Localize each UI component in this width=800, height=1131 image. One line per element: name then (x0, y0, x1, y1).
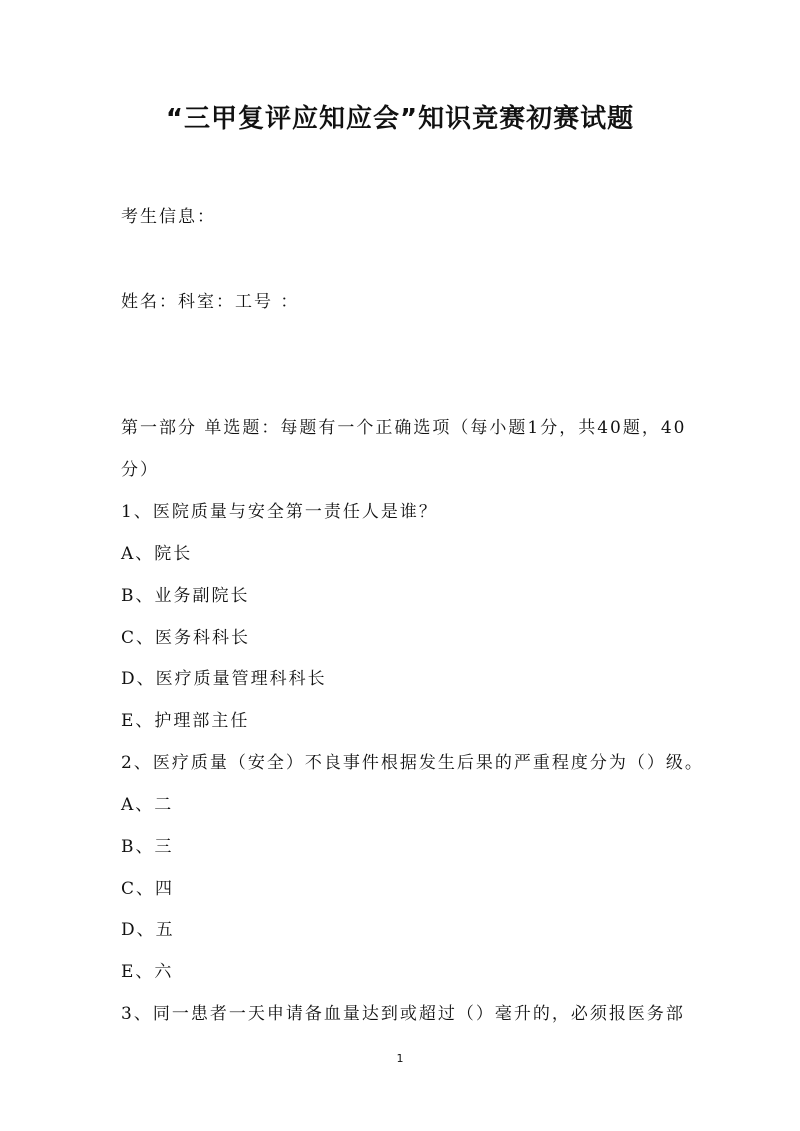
question-1-option-b: B、业务副院长 (121, 586, 250, 606)
question-3-stem: 3、同一患者一天申请备血量达到或超过（）毫升的，必须报医务部 (121, 1004, 685, 1024)
question-1-option-c: C、医务科科长 (121, 628, 251, 648)
page-number: 1 (396, 1052, 404, 1065)
question-1-option-d: D、医疗质量管理科科长 (121, 669, 327, 689)
question-1-option-e: E、护理部主任 (121, 711, 250, 731)
question-2-option-b: B、三 (121, 837, 174, 857)
question-2-option-c: C、四 (121, 879, 175, 899)
question-2-stem: 2、医疗质量（安全）不良事件根据发生后果的严重程度分为（）级。 (121, 753, 704, 773)
question-1-stem: 1、医院质量与安全第一责任人是谁？ (121, 502, 438, 522)
question-2-option-e: E、六 (121, 962, 174, 982)
examinee-fields: 姓名：科室：工号 ： (121, 292, 300, 312)
examinee-info-label: 考生信息： (121, 207, 216, 227)
question-1-option-a: A、院长 (121, 544, 193, 564)
section-heading-continued: 分） (121, 460, 159, 480)
question-2-option-d: D、五 (121, 920, 175, 940)
document-title: “三甲复评应知应会”知识竞赛初赛试题 (165, 104, 635, 134)
section-heading: 第一部分 单选题：每题有一个正确选项（每小题1分，共40题，40 (121, 418, 687, 438)
question-2-option-a: A、二 (121, 795, 174, 815)
